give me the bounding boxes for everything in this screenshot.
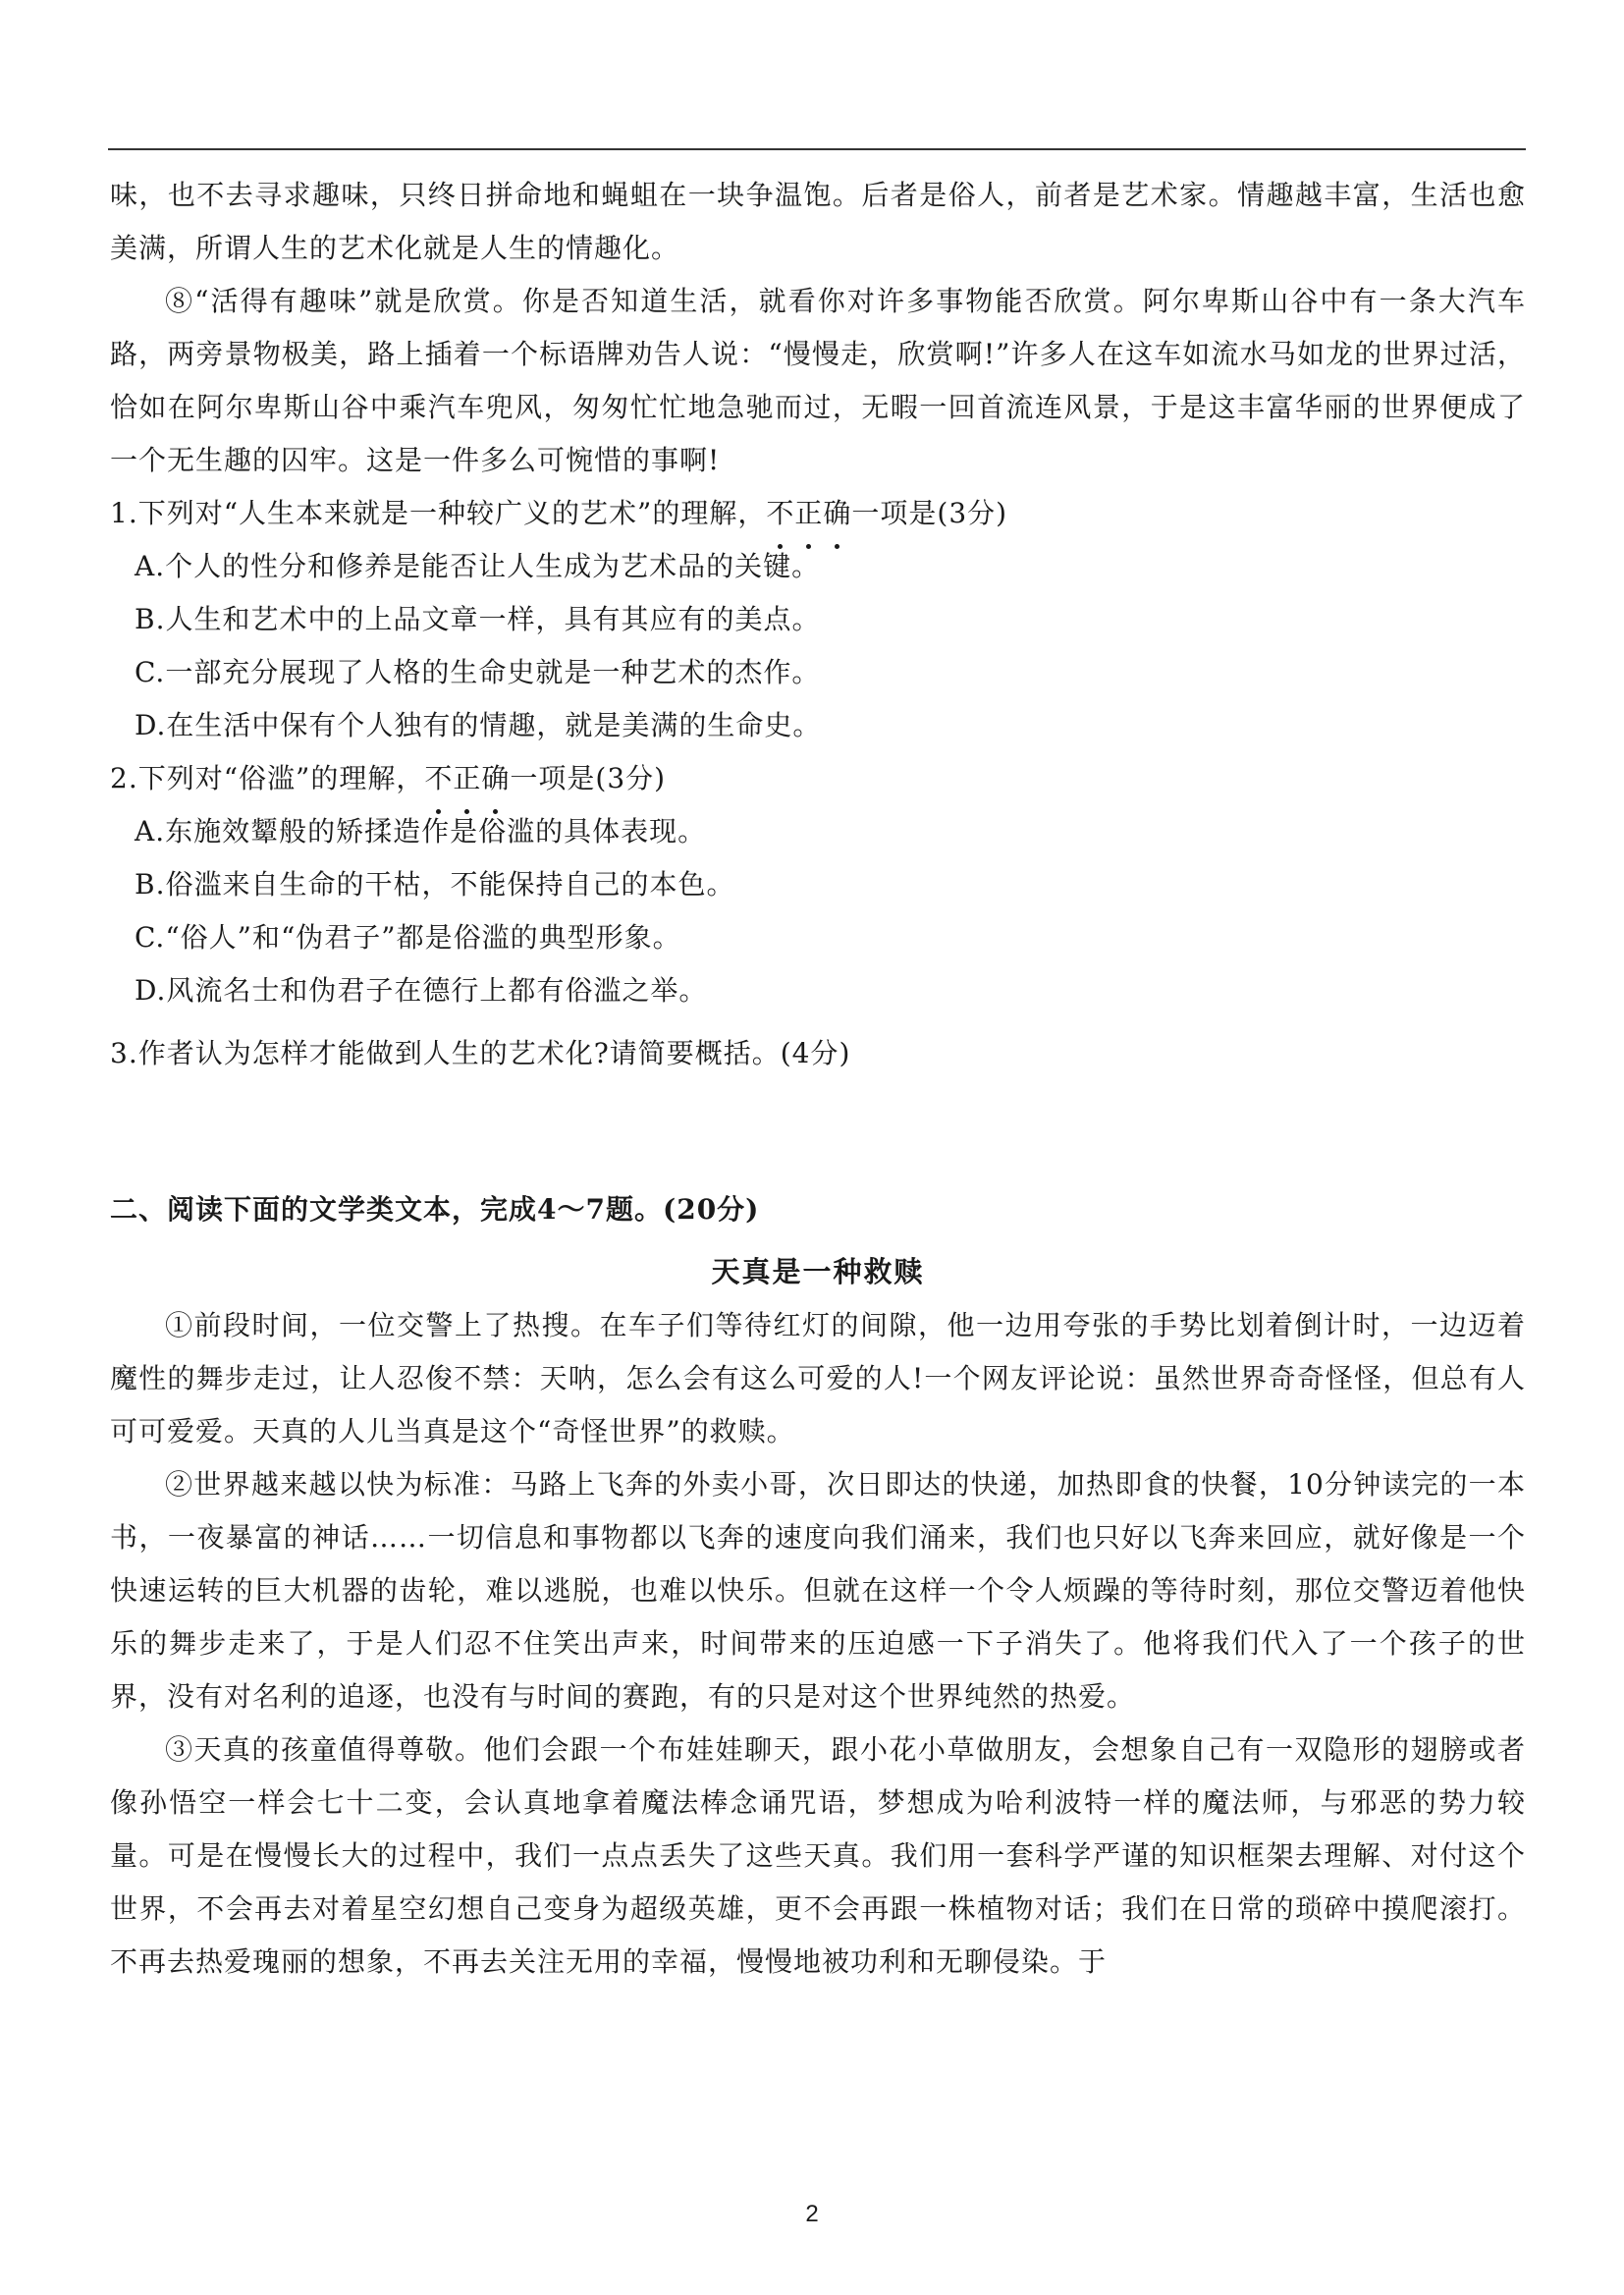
question-2-emphasis-char: 不	[424, 752, 453, 805]
page-number: 2	[805, 2201, 819, 2227]
question-1-emphasis-char: 不	[766, 487, 794, 540]
question-2-emphasis-char: 确	[481, 752, 510, 805]
article-title: 天真是一种救赎	[711, 1255, 925, 1288]
question-2-emphasis-char: 正	[453, 752, 481, 805]
question-1-option-d: D.在生活中保有个人独有的情趣，就是美满的生命史。	[135, 709, 822, 741]
question-2-option-b: B.俗滥来自生命的干枯，不能保持自己的本色。	[135, 868, 735, 901]
passage-paragraph-8: ⑧“活得有趣味”就是欣赏。你是否知道生活，就看你对许多事物能否欣赏。阿尔卑斯山谷中有一条大汽车路，两旁景物极美，路上插着一个标语牌劝告人说：“慢慢走，欣赏啊!”许多人在这车如流水马如龙的世界过活，恰如在阿尔卑斯山谷中乘汽车兜风，匆匆忙忙地急驰而过，无暇一回首流连风景，于是这丰富华丽的世界便成了一个无生趣的囚牢。这是一件多么可惋惜的事啊!	[110, 285, 1526, 476]
question-1-option-b: B.人生和艺术中的上品文章一样，具有其应有的美点。	[135, 603, 821, 635]
question-3: 3.作者认为怎样才能做到人生的艺术化?请简要概括。(4分)	[110, 1037, 851, 1069]
spacer	[110, 1017, 1526, 1027]
question-1-option-c: C.一部充分展现了人格的生命史就是一种艺术的杰作。	[135, 656, 821, 688]
question-1-stem-pre: 1.下列对“人生本来就是一种较广义的艺术”的理解，	[110, 497, 767, 529]
question-1-stem-post: 一项是(3分)	[851, 497, 1008, 529]
answer-space	[110, 1080, 1526, 1183]
section-2-heading: 二、阅读下面的文学类文本，完成4～7题。(20分)	[110, 1193, 760, 1226]
question-2	[110, 752, 1526, 805]
question-1-emphasis-char: 正	[794, 487, 823, 540]
passage-continuation: 味，也不去寻求趣味，只终日拼命地和蝇蛆在一块争温饱。后者是俗人，前者是艺术家。情趣越丰富，生活也愈美满，所谓人生的艺术化就是人生的情趣化。	[110, 179, 1526, 264]
question-2-option-d: D.风流名士和伪君子在德行上都有俗滥之举。	[135, 974, 708, 1007]
page-content	[110, 169, 1526, 1989]
question-2-option-c: C.“俗人”和“伪君子”都是俗滥的典型形象。	[135, 921, 681, 954]
question-2-stem-pre: 2.下列对“俗滥”的理解，	[110, 762, 425, 794]
question-2-stem-post: 一项是(3分)	[510, 762, 667, 794]
question-1-option-a: A.个人的性分和修养是能否让人生成为艺术品的关键。	[135, 550, 821, 582]
question-1-emphasis-char: 确	[823, 487, 851, 540]
article-paragraph-1: ①前段时间，一位交警上了热搜。在车子们等待红灯的间隙，他一边用夸张的手势比划着倒计时，一边迈着魔性的舞步走过，让人忍俊不禁：天呐，怎么会有这么可爱的人!一个网友评论说：虽然世界奇奇怪怪，但总有人可可爱爱。天真的人儿当真是这个“奇怪世界”的救赎。	[110, 1309, 1526, 1448]
article-paragraph-2: ②世界越来越以快为标准：马路上飞奔的外卖小哥，次日即达的快递，加热即食的快餐，10分钟读完的一本书，一夜暴富的神话……一切信息和事物都以飞奔的速度向我们涌来，我们也只好以飞奔来回应，就好像是一个快速运转的巨大机器的齿轮，难以逃脱，也难以快乐。但就在这样一个令人烦躁的等待时刻，那位交警迈着他快乐的舞步走来了，于是人们忍不住笑出声来，时间带来的压迫感一下子消失了。他将我们代入了一个孩子的世界，没有对名利的追逐，也没有与时间的赛跑，有的只是对这个世界纯然的热爱。	[110, 1468, 1526, 1713]
question-1	[110, 487, 1526, 540]
header-rule	[108, 148, 1526, 150]
article-paragraph-3: ③天真的孩童值得尊敬。他们会跟一个布娃娃聊天，跟小花小草做朋友，会想象自己有一双隐形的翅膀或者像孙悟空一样会七十二变，会认真地拿着魔法棒念诵咒语，梦想成为哈利波特一样的魔法师，与邪恶的势力较量。可是在慢慢长大的过程中，我们一点点丢失了这些天真。我们用一套科学严谨的知识框架去理解、对付这个世界，不会再去对着星空幻想自己变身为超级英雄，更不会再跟一株植物对话；我们在日常的琐碎中摸爬滚打。不再去热爱瑰丽的想象，不再去关注无用的幸福，慢慢地被功利和无聊侵染。于	[110, 1733, 1526, 1978]
question-2-option-a: A.东施效颦般的矫揉造作是俗滥的具体表现。	[135, 815, 707, 847]
